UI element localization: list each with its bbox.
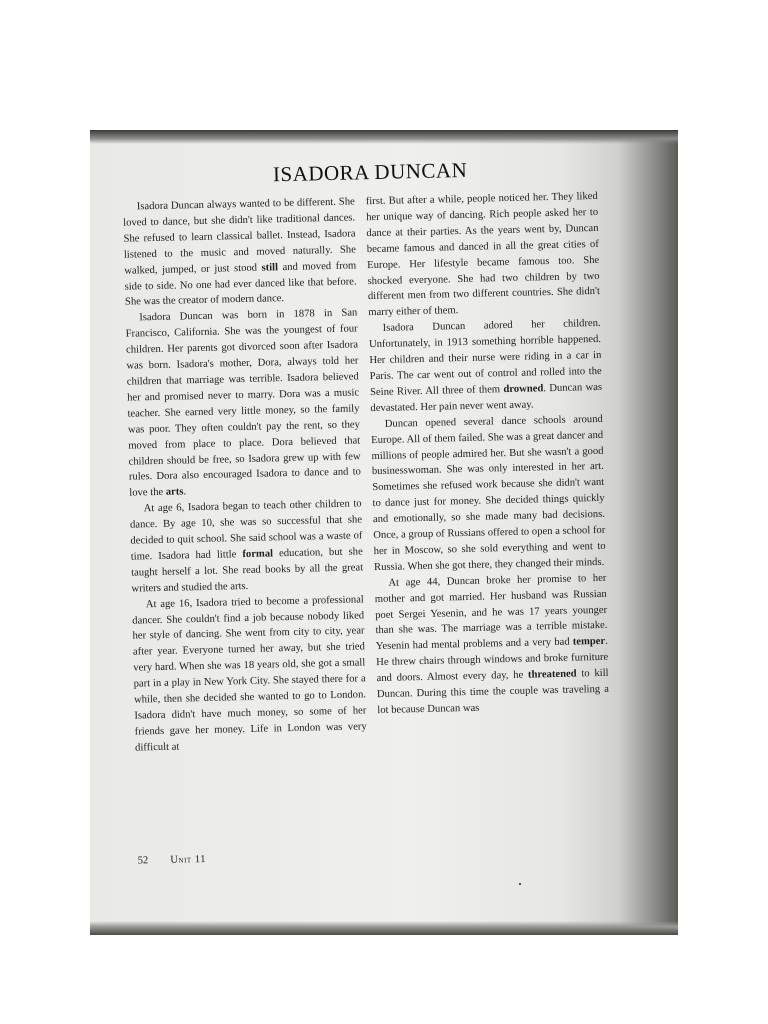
text-run: Duncan opened several dance schools around Europe. All of them failed. She was a great dancer and millions of people admired her. But she wasn't a good businesswoman. She was only interested in her art. Sometimes she refused work because she didn't want to dance just for money. She decided things quickly and emotionally, so she made many bad decisions. Once, a group of Russians offered to open a school for her in Moscow, so she sold everything and went to Russia. When she got there, they changed their minds. [371,413,606,573]
text-run: Isadora Duncan always wanted to be different. She loved to dance, but she didn't like traditional dances. She refused to learn classical ballet. Instead, Isadora listened to the music and moved naturally. She walked, jumped, or just stood [123,196,356,277]
scan-bottom-shadow [90,921,678,935]
paragraph [374,571,609,719]
paragraph [130,497,364,598]
text-run: first. But after a while, people noticed her. They liked her unique way of dancing. Rich people asked her to dance at their parties. As the years went by, Duncan became famous and danced in all the great cities of Europe. Her lifestyle became famous too. She shocked everyone. She had two children by two different men from two different countries. She didn't marry either of them. [365,190,601,319]
page-number: 52 [137,855,149,867]
vocab-word: drowned [503,383,544,395]
paragraph [371,412,607,576]
text-run: Isadora Duncan was born in 1878 in San Francisco, California. She was the youngest of four children. Her parents got divorced soon after Isadora was born. Isadora's mother, Dora, always told her children that marriage was terrible. Isadora believed her and promised never to marry. Dora was a music teacher. She earned very little money, so the family was poor. They often couldn't pay the rent, so they moved from place to place. Dora believed that children should be free, so Isadora grew up with few rules. Dora also encouraged Isadora to dance and to love the [125,307,362,499]
text-run: Isadora Duncan adored her children. Unfortunately, in 1913 something horrible happened. Her children and their nurse were riding in a car in Paris. The car went out of control and rolled into the Seine River. All three of them [368,318,602,399]
vocab-word: still [261,261,279,274]
text-run: . Duncan was devastated. Her pain never went away. [370,381,603,414]
paragraph [132,592,368,756]
unit-label: Unit 11 [170,853,207,866]
paragraph [125,306,361,502]
scan-speck [519,883,521,885]
text-run: to kill Duncan. During this time the couple was traveling a lot because Duncan was [376,667,610,717]
scan-top-shadow [90,130,678,144]
text-run: . [183,486,187,498]
paragraph [366,189,601,321]
text-run: At age 6, Isadora began to teach other children to dance. By age 10, she was so successful that she decided to quit school. She said school was a waste of time. Isadora had little [129,498,363,563]
text-run: and moved from side to side. No one had ever danced like that before. She was the creator of modern dance. [124,260,357,309]
text-run: At age 44, Duncan broke her promise to her mother and got married. Her husband was Russian poet Sergei Yesenin, and he was 17 years younger than she was. The marriage was a terrible mistake. Yesenin had mental problems and a very bad [374,572,608,653]
vocab-word: arts [165,486,184,499]
vocab-word: temper [572,636,606,648]
page-footer [138,854,207,867]
paragraph [123,194,357,311]
book-page [120,144,637,895]
text-run: education, but she taught herself a lot. She read books by all the great writers and studied the arts. [131,546,364,595]
right-column [366,189,610,719]
vocab-word: formal [242,548,274,561]
paragraph [368,316,602,417]
left-column [123,194,368,756]
vocab-word: threatened [527,668,577,681]
text-run: At age 16, Isadora tried to become a professional dancer. She couldn't find a job because nobody liked her style of dancing. She went from city to city, year after year. Everyone turned her away, but she tried very hard. When she was 18 years old, she got a small part in a play in New York City. She stayed there for a while, then she decided she wanted to go to London. Isadora didn't have much money, so some of her friends gave her money. Life in London was very difficult at [132,594,367,754]
page-title: ISADORA DUNCAN [272,157,468,187]
text-run: . He threw chairs through windows and broke furniture and doors. Almost every day, he [376,636,609,685]
